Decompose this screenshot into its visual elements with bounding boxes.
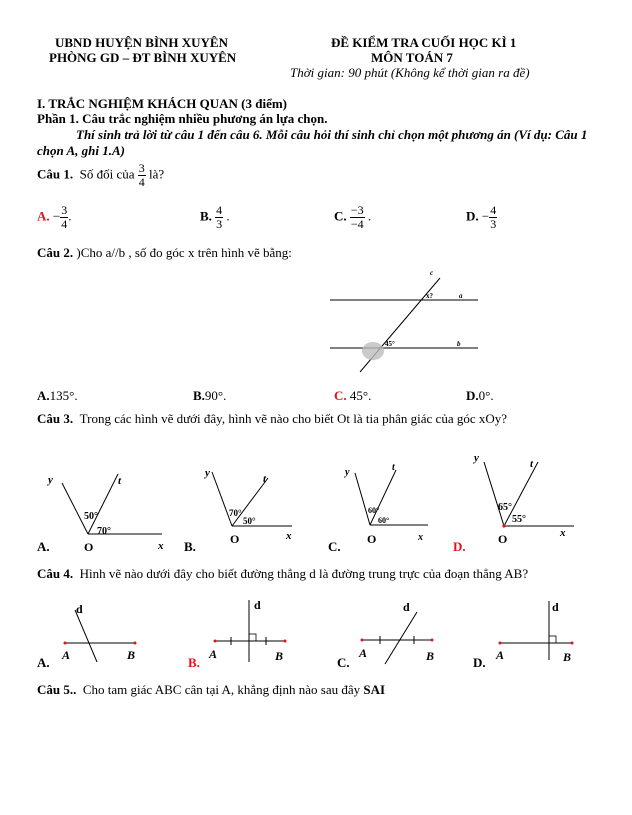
fraction-denominator: 3	[490, 217, 497, 231]
question-label: Câu 2.	[37, 245, 74, 260]
fraction-numerator: −3	[350, 203, 364, 217]
point-a	[214, 640, 217, 643]
angle-label-2: 70°	[97, 526, 111, 537]
option-value: 0°.	[478, 388, 494, 403]
point-a	[499, 642, 502, 645]
label-c: c	[430, 269, 434, 277]
option-letter[interactable]: C.	[337, 655, 350, 670]
line-d	[385, 612, 417, 664]
fraction-denominator: 3	[216, 217, 223, 231]
fraction-numerator: 4	[490, 203, 497, 217]
label-o: O	[367, 532, 377, 546]
instruction-text: Thí sinh trả lời từ câu 1 đến câu 6. Mỗi câu hỏi thí sinh chỉ chọn một phương án (Ví dụ: Câu 1 chọn A, ghi 1.A)	[37, 127, 588, 158]
fraction-numerator: 3	[138, 161, 145, 175]
label-t: t	[530, 458, 534, 470]
fraction-numerator: 3	[61, 203, 68, 217]
option-letter: B.	[193, 388, 205, 403]
option-value: 135°.	[49, 388, 78, 403]
label-b: b	[457, 340, 461, 348]
option-letter: A.	[37, 388, 50, 403]
label-a: a	[459, 292, 463, 300]
q4-figure-c	[337, 600, 434, 670]
label-b: B	[563, 650, 572, 664]
fraction-denominator: 4	[138, 175, 145, 189]
option-sign: −	[52, 208, 61, 224]
option-tail: .	[68, 208, 72, 224]
option-letter[interactable]: D.	[473, 655, 486, 670]
option-tail: .	[226, 208, 230, 224]
option-value: 90°.	[204, 388, 227, 403]
part-title: Phần 1. Câu trắc nghiệm nhiều phương án lựa chọn.	[37, 111, 328, 126]
label-d: d	[254, 598, 261, 612]
label-x: x?	[426, 292, 433, 300]
line-d	[75, 610, 97, 662]
option-letter: C.	[334, 388, 347, 403]
label-d: d	[552, 600, 559, 614]
option-letter: D.	[466, 208, 479, 224]
label-x: x	[286, 530, 292, 542]
question-text-end: là?	[149, 166, 165, 182]
angle-label-1: 70°	[229, 508, 242, 518]
label-a: A	[496, 648, 505, 662]
option-letter: B.	[200, 208, 212, 224]
q4-figure-a	[37, 602, 137, 670]
option-tail: .	[367, 208, 372, 224]
question-text: )Cho a//b , số đo góc x trên hình vẽ bằng:	[76, 245, 292, 260]
label-a: A	[359, 646, 368, 660]
exam-duration: Thời gian: 90 phút (Không kể thời gian ra đề)	[290, 65, 530, 80]
option-letter[interactable]: C.	[328, 539, 341, 554]
angle-label-2: 60°	[378, 516, 390, 525]
exam-subject: MÔN TOÁN 7	[371, 50, 453, 65]
point-b	[284, 640, 287, 643]
label-t: t	[118, 475, 122, 487]
label-t: t	[263, 473, 267, 485]
question-text: Hình vẽ nào dưới đây cho biết đường thẳng d là đường trung trực của đoạn thẳng AB?	[79, 566, 529, 581]
question-emphasis: SAI	[363, 682, 386, 697]
label-o: O	[230, 532, 240, 546]
angle-label-1: 65°	[498, 502, 512, 513]
label-o: O	[498, 532, 508, 546]
label-x: x	[158, 540, 164, 552]
label-b: B	[426, 649, 435, 663]
label-45: 45°	[385, 340, 395, 348]
point-a	[64, 642, 67, 645]
angle-label-2: 50°	[243, 516, 256, 526]
label-a: A	[209, 647, 218, 661]
point-b	[571, 642, 574, 645]
label-a: A	[62, 648, 71, 662]
option-sign: −	[481, 208, 490, 224]
fraction-denominator: 4	[61, 217, 68, 231]
label-b: B	[275, 649, 284, 663]
school-department: PHÒNG GD – ĐT BÌNH XUYÊN	[49, 50, 237, 65]
label-d: d	[403, 600, 410, 614]
q4-figure-d	[473, 600, 574, 670]
question-text: Số đối của	[79, 166, 135, 182]
label-t: t	[392, 462, 395, 473]
option-letter[interactable]: A.	[37, 539, 50, 554]
question-text: Trong các hình vẽ dưới đây, hình vẽ nào cho biết Ot là tia phân giác của góc xOy?	[79, 411, 508, 426]
question-text: Cho tam giác ABC cân tại A, khẳng định nào sau đây	[82, 682, 361, 697]
q4-figure-b	[188, 598, 287, 670]
label-o: O	[84, 540, 94, 554]
section-title: I. TRẮC NGHIỆM KHÁCH QUAN (3 điểm)	[37, 96, 288, 111]
question-5	[37, 682, 385, 698]
fraction-numerator: 4	[216, 203, 223, 217]
label-x: x	[560, 527, 566, 539]
option-letter: C.	[334, 208, 347, 224]
label-y: y	[474, 452, 479, 464]
label-y: y	[345, 467, 350, 478]
point-a	[361, 639, 364, 642]
angle-label-1: 50°	[84, 511, 98, 522]
option-letter: A.	[37, 208, 50, 224]
fraction-denominator: −4	[350, 217, 364, 231]
question-label: Câu 1.	[37, 166, 74, 182]
option-value: 45°.	[349, 388, 372, 403]
label-d: d	[76, 602, 83, 616]
point-b	[431, 639, 434, 642]
question-label: Câu 5..	[37, 682, 77, 697]
option-letter[interactable]: D.	[453, 539, 466, 554]
question-label: Câu 3.	[37, 411, 74, 426]
option-letter[interactable]: B.	[188, 655, 200, 670]
label-y: y	[205, 467, 210, 479]
option-letter[interactable]: A.	[37, 655, 50, 670]
right-angle-mark	[549, 636, 556, 643]
question-label: Câu 4.	[37, 566, 74, 581]
label-x: x	[418, 532, 423, 543]
right-angle-mark	[249, 634, 256, 641]
angle-label-2: 55°	[512, 514, 526, 525]
exam-title: ĐỀ KIỂM TRA CUỐI HỌC KÌ 1	[331, 35, 517, 50]
school-district: UBND HUYỆN BÌNH XUYÊN	[55, 35, 228, 50]
label-y: y	[48, 474, 53, 486]
option-letter: D.	[466, 388, 479, 403]
point-b	[134, 642, 137, 645]
option-letter[interactable]: B.	[184, 539, 196, 554]
label-b: B	[127, 648, 136, 662]
angle-label-1: 60°	[368, 506, 380, 515]
